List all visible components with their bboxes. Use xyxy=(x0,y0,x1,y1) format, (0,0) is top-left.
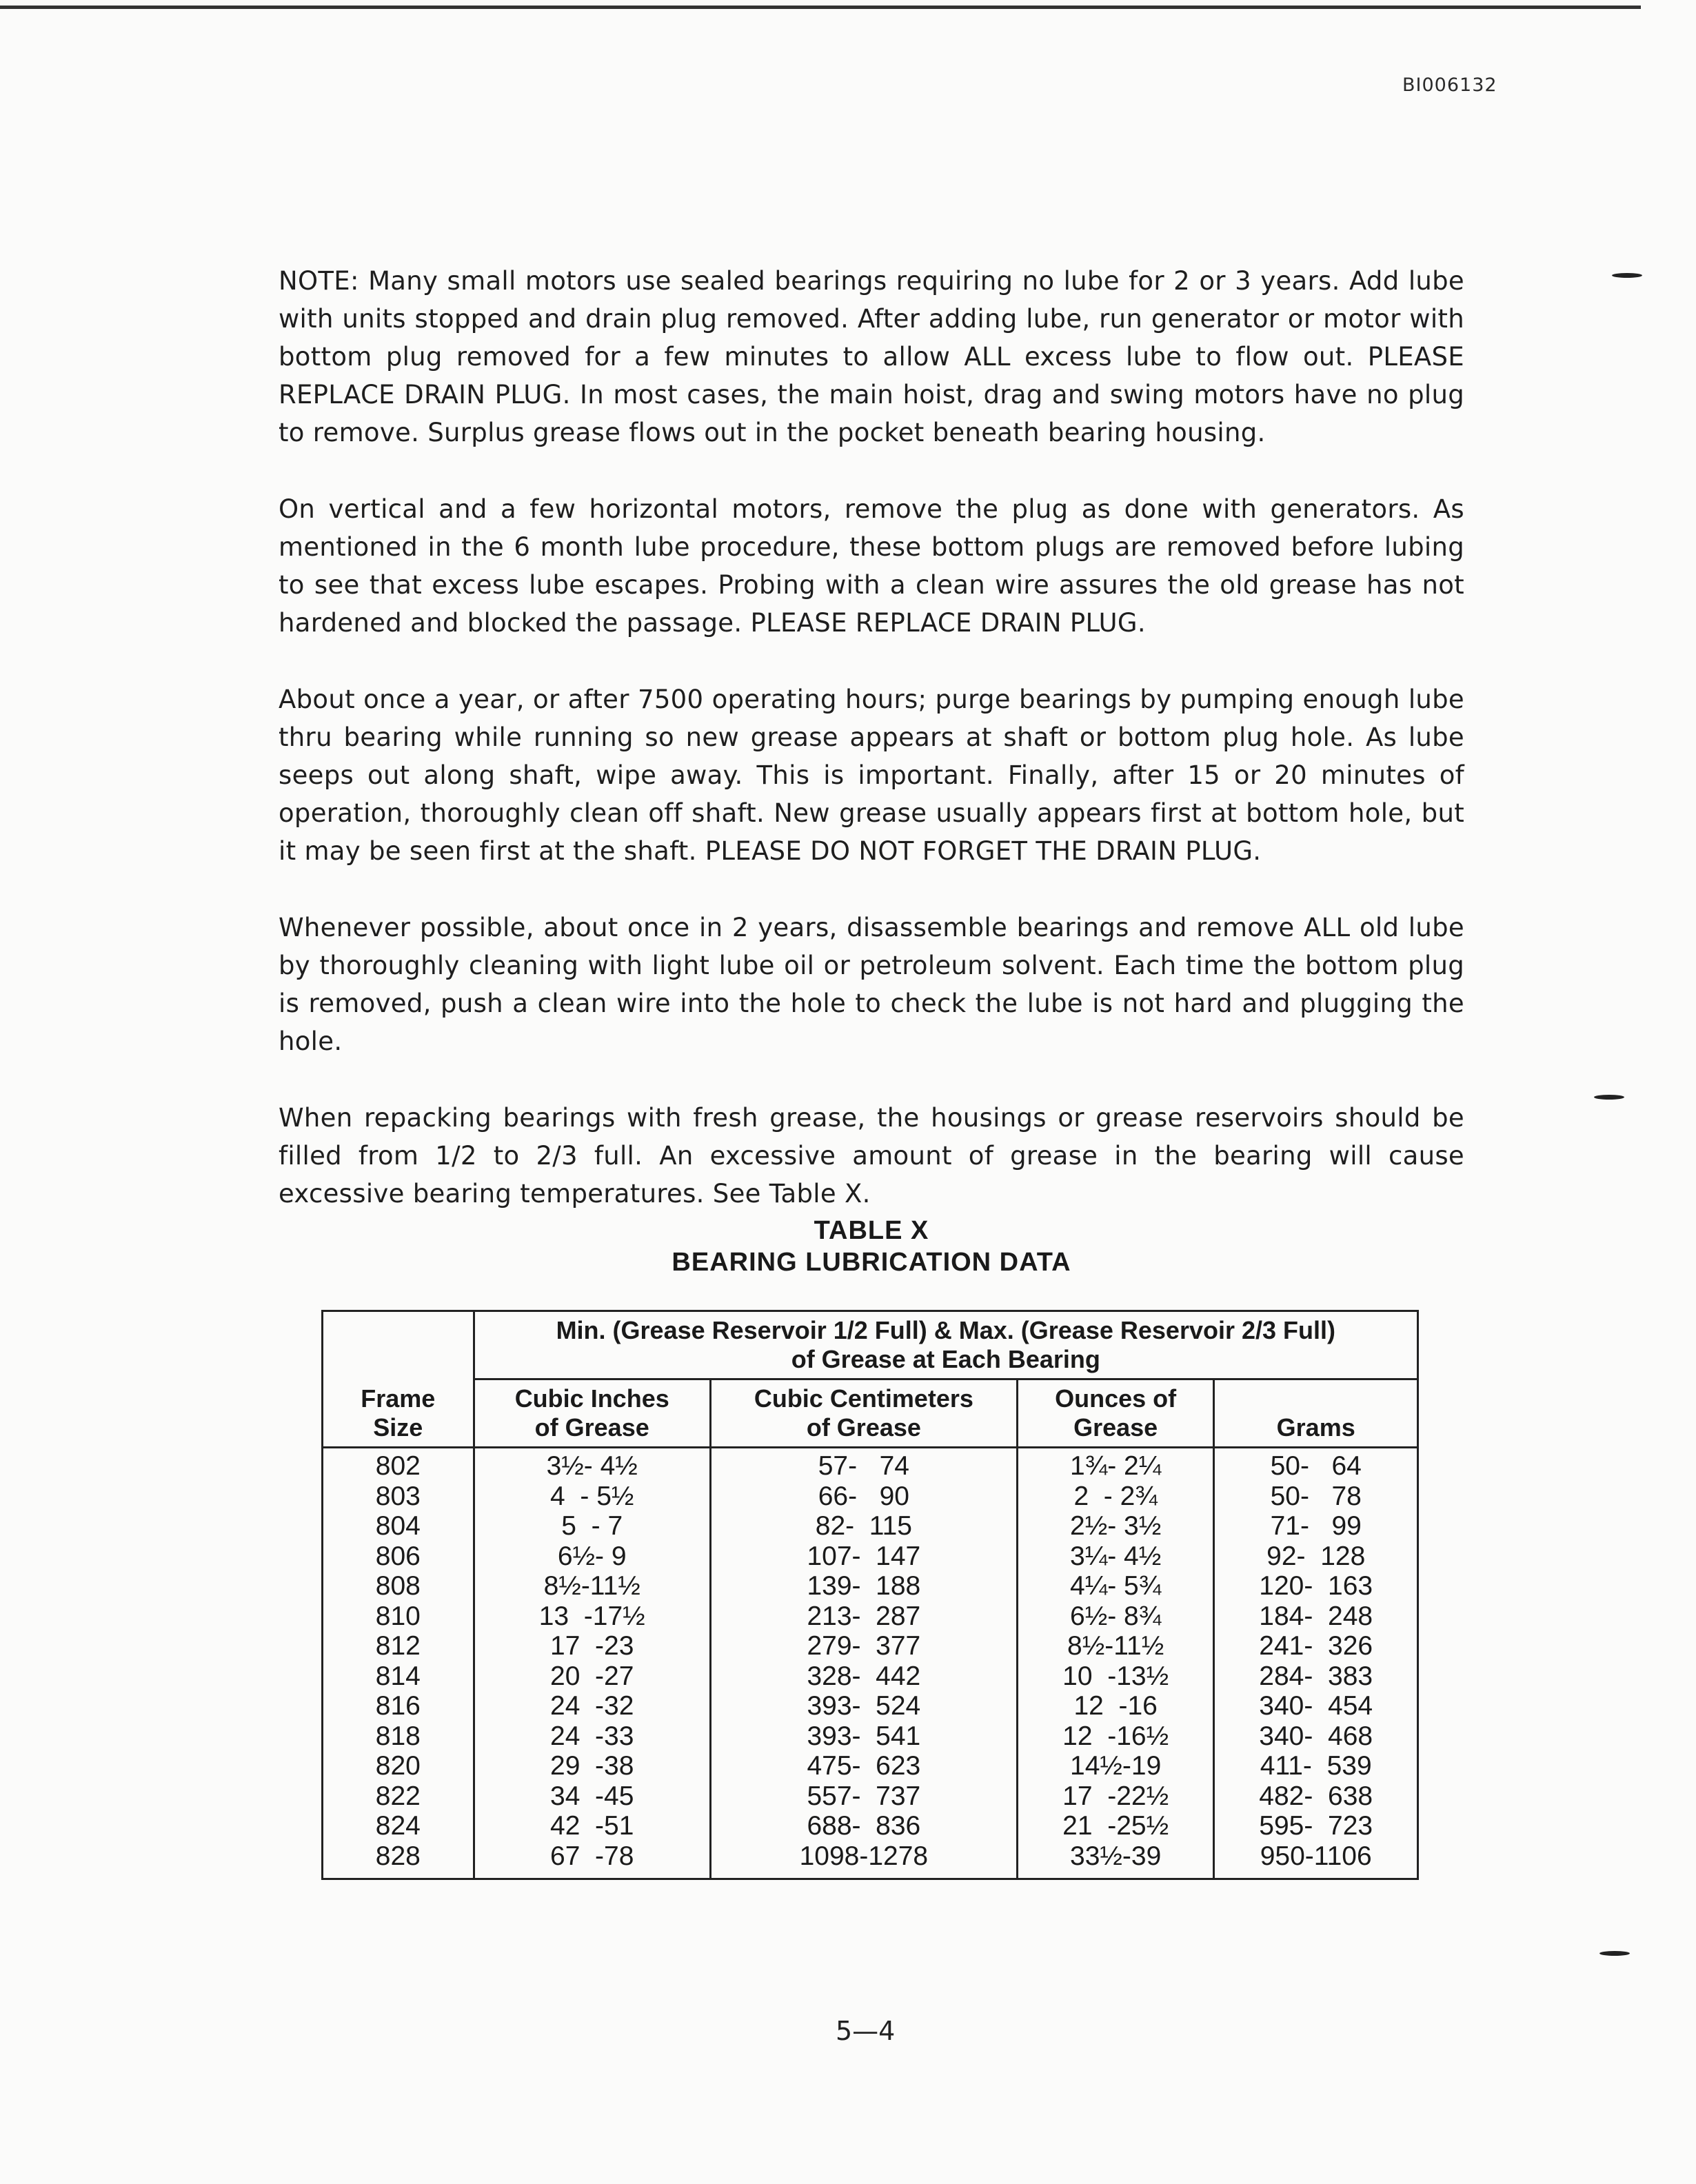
margin-mark xyxy=(1594,1095,1624,1100)
cubic-inches-cell: 3½- 4½ xyxy=(474,1448,710,1482)
cubic-cm-cell: 328- 442 xyxy=(710,1661,1017,1692)
table-row xyxy=(323,1721,1418,1752)
cubic-inches-cell: 24 -33 xyxy=(474,1721,710,1752)
ounces-cell: 10 -13½ xyxy=(1017,1661,1214,1692)
frame-size-cell: 810 xyxy=(323,1601,474,1632)
cubic-cm-cell: 475- 623 xyxy=(710,1751,1017,1781)
cubic-inches-cell: 13 -17½ xyxy=(474,1601,710,1632)
table-row xyxy=(323,1781,1418,1812)
table-row xyxy=(323,1661,1418,1692)
ounces-cell: 2½- 3½ xyxy=(1017,1511,1214,1541)
ounces-cell: 12 -16½ xyxy=(1017,1721,1214,1752)
table-body xyxy=(323,1448,1418,1879)
cubic-inches-cell: 34 -45 xyxy=(474,1781,710,1812)
grams-cell: 950-1106 xyxy=(1214,1841,1418,1879)
cubic-inches-cell: 29 -38 xyxy=(474,1751,710,1781)
frame-size-cell: 822 xyxy=(323,1781,474,1812)
table-row xyxy=(323,1631,1418,1661)
cubic-inches-cell: 6½- 9 xyxy=(474,1541,710,1572)
frame-size-cell: 818 xyxy=(323,1721,474,1752)
cubic-inches-cell: 20 -27 xyxy=(474,1661,710,1692)
repacking-paragraph: When repacking bearings with fresh grease, the housings or grease reservoirs should be filled from 1/2 to 2/3 full. An excessive amount of grease in the bearing will cause excessive bearing temperatures. See Table X. xyxy=(279,1103,1464,1209)
grams-cell: 92- 128 xyxy=(1214,1541,1418,1572)
cubic-inches-cell: 67 -78 xyxy=(474,1841,710,1879)
grams-cell: 482- 638 xyxy=(1214,1781,1418,1812)
cubic-inches-cell: 8½-11½ xyxy=(474,1571,710,1601)
ounces-cell: 33½-39 xyxy=(1017,1841,1214,1879)
frame-size-cell: 806 xyxy=(323,1541,474,1572)
ounces-header: Ounces of Grease xyxy=(1017,1379,1214,1448)
grams-cell: 71- 99 xyxy=(1214,1511,1418,1541)
ounces-cell: 6½- 8¾ xyxy=(1017,1601,1214,1632)
page-number: 5—4 xyxy=(836,2016,896,2046)
cubic-inches-cell: 4 - 5½ xyxy=(474,1482,710,1512)
cubic-cm-cell: 557- 737 xyxy=(710,1781,1017,1812)
table-row xyxy=(323,1571,1418,1601)
table-subtitle: BEARING LUBRICATION DATA xyxy=(672,1248,1071,1277)
bearing-lubrication-table xyxy=(321,1310,1419,1880)
grams-cell: 340- 454 xyxy=(1214,1691,1418,1721)
grams-cell: 120- 163 xyxy=(1214,1571,1418,1601)
frame-size-header: Frame Size xyxy=(323,1311,474,1448)
body-text xyxy=(279,262,1464,1251)
cubic-inches-cell: 5 - 7 xyxy=(474,1511,710,1541)
frame-size-cell: 828 xyxy=(323,1841,474,1879)
ounces-cell: 2 - 2¾ xyxy=(1017,1482,1214,1512)
ounces-cell: 17 -22½ xyxy=(1017,1781,1214,1812)
grams-cell: 184- 248 xyxy=(1214,1601,1418,1632)
ounces-cell: 21 -25½ xyxy=(1017,1811,1214,1841)
margin-mark xyxy=(1612,273,1642,278)
frame-size-cell: 812 xyxy=(323,1631,474,1661)
table-row xyxy=(323,1691,1418,1721)
note-paragraph: NOTE: Many small motors use sealed bearings requiring no lube for 2 or 3 years. Add lube with units stopped and drain plug removed. After adding lube, run generator or motor with bottom plug removed for a few minutes to allow ALL excess lube to flow out. PLEASE REPLACE DRAIN PLUG. In most cases, the main hoist, drag and swing motors have no plug to remove. Surplus grease flows out in the pocket beneath bearing housing. xyxy=(279,266,1464,447)
frame-size-cell: 820 xyxy=(323,1751,474,1781)
cubic-cm-cell: 57- 74 xyxy=(710,1448,1017,1482)
grease-group-header: Min. (Grease Reservoir 1/2 Full) & Max. (Grease Reservoir 2/3 Full) of Grease at Each Bearing xyxy=(474,1311,1417,1379)
table-row xyxy=(323,1841,1418,1879)
cubic-inches-header: Cubic Inches of Grease xyxy=(474,1379,710,1448)
cubic-cm-cell: 107- 147 xyxy=(710,1541,1017,1572)
grams-header: Grams xyxy=(1214,1379,1418,1448)
cubic-cm-cell: 82- 115 xyxy=(710,1511,1017,1541)
cubic-cm-cell: 1098-1278 xyxy=(710,1841,1017,1879)
frame-size-cell: 808 xyxy=(323,1571,474,1601)
frame-size-cell: 804 xyxy=(323,1511,474,1541)
grams-cell: 284- 383 xyxy=(1214,1661,1418,1692)
table-title: TABLE X xyxy=(814,1216,929,1245)
frame-size-cell: 814 xyxy=(323,1661,474,1692)
cubic-cm-cell: 139- 188 xyxy=(710,1571,1017,1601)
ounces-cell: 4¼- 5¾ xyxy=(1017,1571,1214,1601)
vertical-motors-paragraph: On vertical and a few horizontal motors, remove the plug as done with generators. As mentioned in the 6 month lube procedure, these bottom plugs are removed before lubing to see that excess lube escapes. Probing with a clean wire assures the old grease has not hardened and blocked the passage. PLEASE REPLACE DRAIN PLUG. xyxy=(279,494,1464,638)
cubic-centimeters-header: Cubic Centimeters of Grease xyxy=(710,1379,1017,1448)
table-row xyxy=(323,1751,1418,1781)
table-caption xyxy=(279,1215,1464,1278)
cubic-cm-cell: 279- 377 xyxy=(710,1631,1017,1661)
table-row xyxy=(323,1511,1418,1541)
ounces-cell: 14½-19 xyxy=(1017,1751,1214,1781)
cubic-inches-cell: 17 -23 xyxy=(474,1631,710,1661)
cubic-cm-cell: 393- 541 xyxy=(710,1721,1017,1752)
frame-size-cell: 816 xyxy=(323,1691,474,1721)
grams-cell: 411- 539 xyxy=(1214,1751,1418,1781)
ounces-cell: 1¾- 2¼ xyxy=(1017,1448,1214,1482)
grams-cell: 241- 326 xyxy=(1214,1631,1418,1661)
table-row xyxy=(323,1541,1418,1572)
frame-size-cell: 803 xyxy=(323,1482,474,1512)
grams-cell: 340- 468 xyxy=(1214,1721,1418,1752)
cubic-cm-cell: 66- 90 xyxy=(710,1482,1017,1512)
cubic-inches-cell: 24 -32 xyxy=(474,1691,710,1721)
ounces-cell: 3¼- 4½ xyxy=(1017,1541,1214,1572)
ounces-cell: 12 -16 xyxy=(1017,1691,1214,1721)
table-row xyxy=(323,1448,1418,1482)
grams-cell: 50- 78 xyxy=(1214,1482,1418,1512)
table-row xyxy=(323,1601,1418,1632)
disassemble-paragraph: Whenever possible, about once in 2 years, disassemble bearings and remove ALL old lube by thoroughly cleaning with light lube oil or petroleum solvent. Each time the bottom plug is removed, push a clean wire into the hole to check the lube is not hard and plugging the hole. xyxy=(279,913,1464,1056)
cubic-inches-cell: 42 -51 xyxy=(474,1811,710,1841)
top-rule xyxy=(0,6,1641,9)
ounces-cell: 8½-11½ xyxy=(1017,1631,1214,1661)
frame-size-cell: 824 xyxy=(323,1811,474,1841)
grams-cell: 50- 64 xyxy=(1214,1448,1418,1482)
table-row xyxy=(323,1811,1418,1841)
document-id: BI006132 xyxy=(1402,74,1497,96)
table-row xyxy=(323,1482,1418,1512)
grams-cell: 595- 723 xyxy=(1214,1811,1418,1841)
frame-size-cell: 802 xyxy=(323,1448,474,1482)
cubic-cm-cell: 213- 287 xyxy=(710,1601,1017,1632)
cubic-cm-cell: 688- 836 xyxy=(710,1811,1017,1841)
purge-bearings-paragraph: About once a year, or after 7500 operating hours; purge bearings by pumping enough lube thru bearing while running so new grease appears at shaft or bottom plug hole. As lube seeps out along shaft, wipe away. This is important. Finally, after 15 or 20 minutes of operation, thoroughly clean off shaft. New grease usually appears first at bottom hole, but it may be seen first at the shaft. PLEASE DO NOT FORGET THE DRAIN PLUG. xyxy=(279,685,1464,866)
cubic-cm-cell: 393- 524 xyxy=(710,1691,1017,1721)
margin-mark xyxy=(1599,1951,1630,1956)
